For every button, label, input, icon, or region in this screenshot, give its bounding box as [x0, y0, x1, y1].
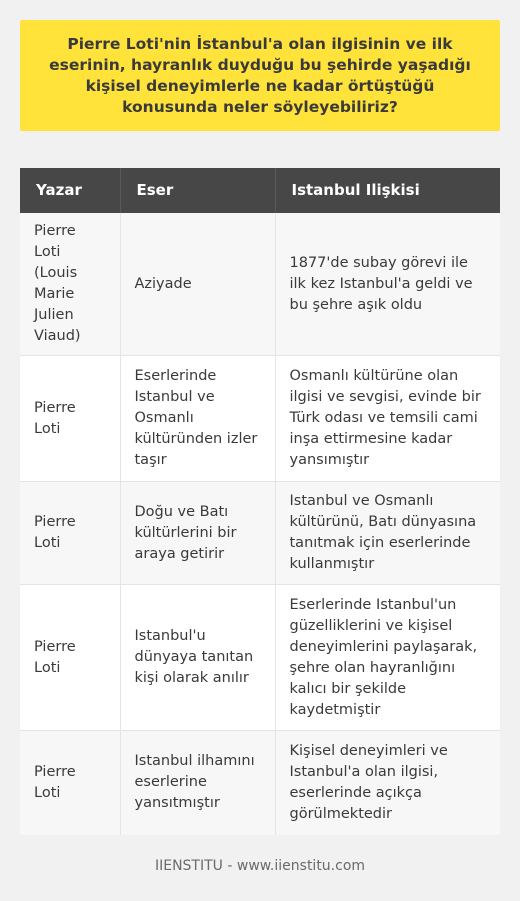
cell-relation: 1877'de subay görevi ile ilk kez Istanbul'a geldi ve bu şehre aşık oldu — [275, 213, 500, 356]
cell-relation: Osmanlı kültürüne olan ilgisi ve sevgisi, evinde bir Türk odası ve temsili cami inşa ettirmesine kadar yansımıştır — [275, 356, 500, 482]
table-row — [20, 356, 500, 482]
table-header-row — [20, 168, 500, 213]
cell-work: Doğu ve Batı kültürlerini bir araya getirir — [120, 482, 275, 585]
question-text: Pierre Loti'nin İstanbul'a olan ilgisinin ve ilk eserinin, hayranlık duyduğu bu şehirde yaşadığı kişisel deneyimlerle ne kadar örtüştüğü konusunda neler söyleyebiliriz? — [49, 34, 471, 116]
header-author: Yazar — [36, 181, 82, 199]
table-row — [20, 213, 500, 356]
cell-author: Pierre Loti — [34, 638, 76, 676]
table-row — [20, 731, 500, 835]
cell-work: Istanbul ilhamını eserlerine yansıtmıştır — [120, 731, 275, 835]
header-work: Eser — [120, 168, 275, 213]
footer-source: IIENSTITU - www.iienstitu.com — [154, 858, 366, 874]
cell-author: Pierre Loti — [34, 763, 76, 801]
cell-relation: Istanbul ve Osmanlı kültürünü, Batı dünyasına tanıtmak için eserlerinde kullanmıştır — [275, 482, 500, 585]
question-box — [20, 20, 500, 131]
cell-relation: Eserlerinde Istanbul'un güzelliklerini ve kişisel deneyimlerini paylaşarak, şehre olan hayranlığını kalıcı bir şekilde kaydetmiştir — [275, 585, 500, 731]
header-istanbul-relation: Istanbul Ilişkisi — [275, 168, 500, 213]
table-row — [20, 585, 500, 731]
cell-author: Pierre Loti — [34, 514, 76, 551]
cell-author: Pierre Loti (Louis Marie Julien Viaud) — [34, 223, 81, 344]
cell-work: Aziyade — [120, 213, 275, 356]
table-row — [20, 482, 500, 585]
info-table — [20, 168, 500, 835]
cell-author: Pierre Loti — [34, 399, 76, 437]
cell-work: Istanbul'u dünyaya tanıtan kişi olarak anılır — [120, 585, 275, 731]
cell-relation: Kişisel deneyimleri ve Istanbul'a olan ilgisi, eserlerinde açıkça görülmektedir — [275, 731, 500, 835]
cell-work: Eserlerinde Istanbul ve Osmanlı kültüründen izler taşır — [120, 356, 275, 482]
